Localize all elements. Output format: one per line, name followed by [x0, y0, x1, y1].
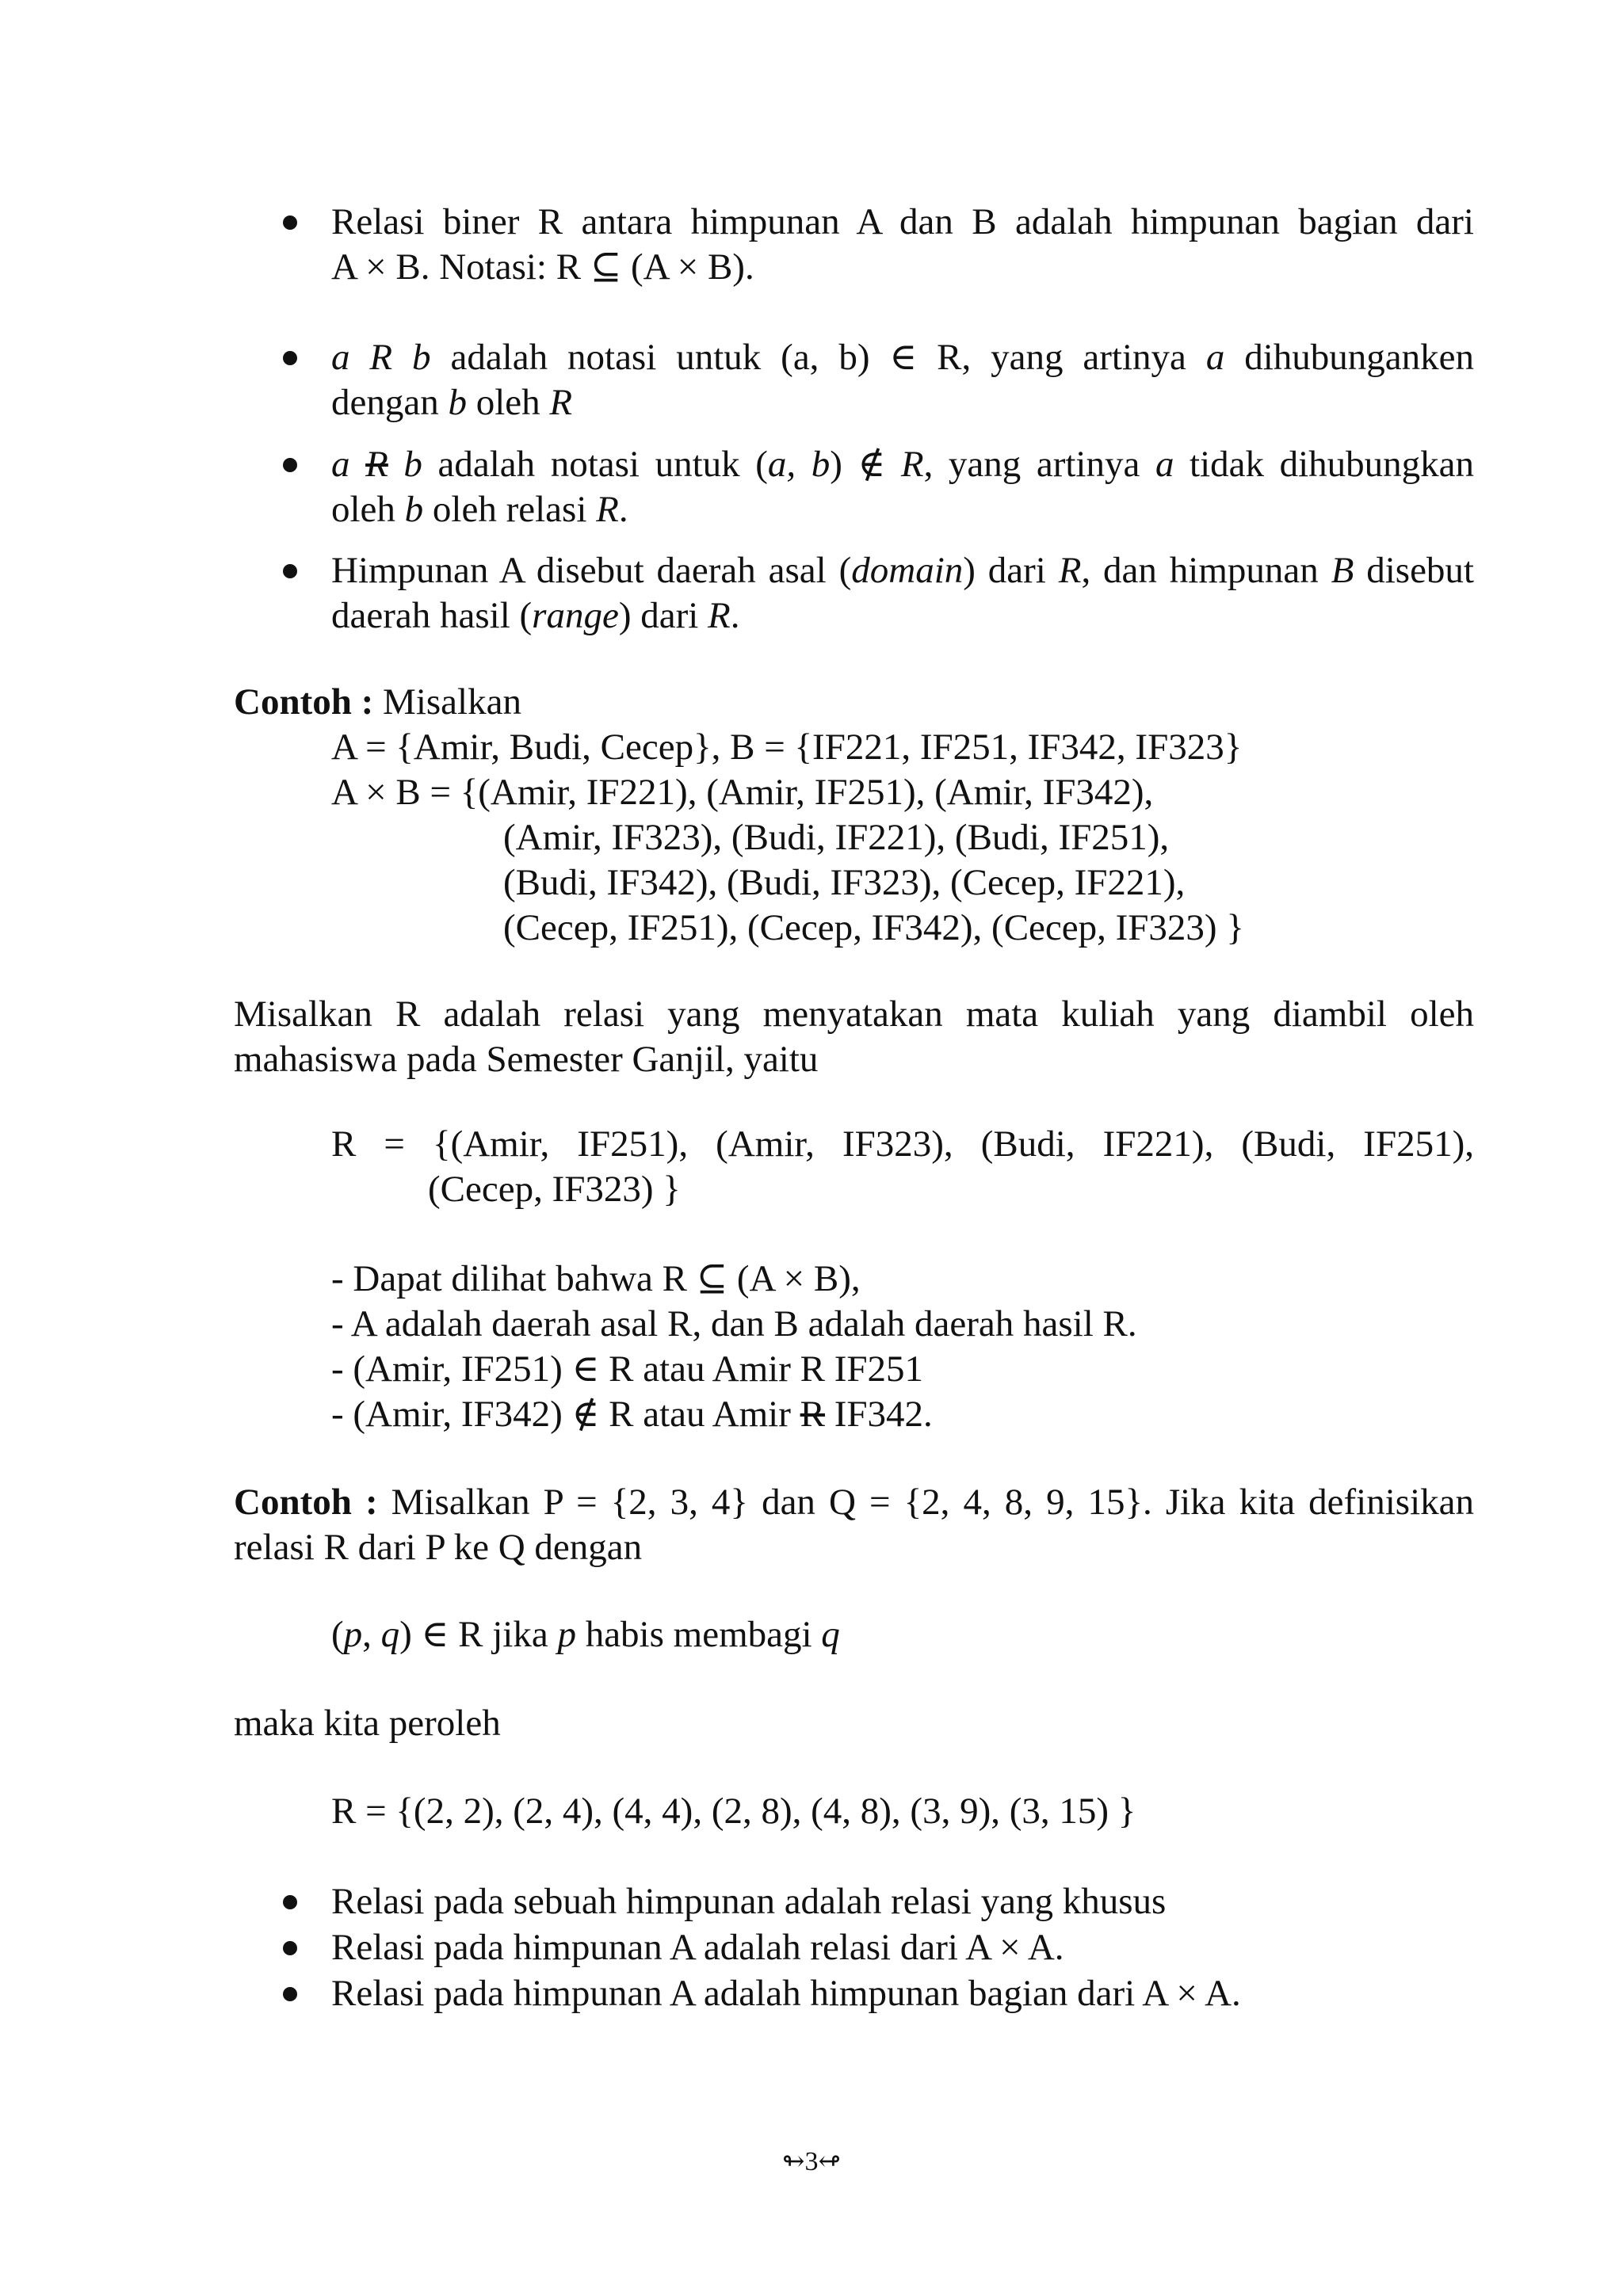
then-text: maka kita peroleh [234, 1703, 501, 1744]
bullet-text-line: dengan b oleh R [331, 382, 573, 423]
bullet-text-line: a R b adalah notasi untuk (a, b) ∉ R, yang artinya a tidak dihubungkan [331, 444, 1475, 485]
example-intro: Misalkan [373, 681, 521, 723]
set-definition: A = {Amir, Budi, Cecep}, B = {IF221, IF251, IF342, IF323} [331, 727, 1243, 768]
bullet-item: Relasi pada sebuah himpunan adalah relasi yang khusus [331, 1881, 1167, 1922]
example-heading [234, 680, 1474, 725]
relation-description: Misalkan R adalah relasi yang menyatakan mata kuliah yang diambil oleh mahasiswa pada Semester Ganjil, yaitu [234, 994, 1474, 1080]
note-item: - Dapat dilihat bahwa R ⊆ (A × B), [331, 1258, 861, 1299]
notes-list [331, 1257, 1571, 1437]
bullet-dot [283, 1987, 297, 2001]
bullet-dot [283, 215, 297, 230]
bullet-dot [283, 1895, 297, 1909]
bullet-item [331, 200, 1474, 290]
relation-r-cont: (Cecep, IF323) } [428, 1169, 681, 1210]
bullet-item: Relasi pada himpunan A adalah relasi dari A × A. [331, 1927, 1064, 1968]
bullet-text-line: oleh b oleh relasi R. [331, 489, 628, 530]
relation-r: R = {(Amir, IF251), (Amir, IF323), (Budi, IF221), (Budi, IF251), [331, 1123, 1474, 1165]
example-2-line: Contoh : Misalkan P = {2, 3, 4} dan Q = {2, 4, 8, 9, 15}. Jika kita definisikan [234, 1482, 1475, 1523]
relation-result: R = {(2, 2), (2, 4), (4, 4), (2, 8), (4, 8), (3, 9), (3, 15) } [331, 1791, 1136, 1832]
note-item: - A adalah daerah asal R, dan B adalah daerah hasil R. [331, 1303, 1137, 1344]
bullet-dot [283, 564, 297, 578]
note-item: - (Amir, IF251) ∈ R atau Amir R IF251 [331, 1348, 923, 1390]
page-number: ↬3↫ [782, 2147, 841, 2176]
bullet-item [331, 335, 1474, 425]
bullet-item [331, 442, 1474, 532]
bullet-text-line: Himpunan A disebut daerah asal (domain) dari R, dan himpunan B disebut [331, 550, 1474, 591]
bullet-item: Relasi pada himpunan A adalah himpunan bagian dari A × A. [331, 1973, 1241, 2014]
example-label: Contoh : [234, 1482, 378, 1523]
example-2 [234, 1480, 1474, 1570]
bullet-text-line: a R b adalah notasi untuk (a, b) ∈ R, yang artinya a dihubunganken [331, 337, 1475, 378]
bullet-text-line: daerah hasil (range) dari R. [331, 595, 740, 636]
bullet-dot [283, 351, 297, 365]
bullet-dot [283, 458, 297, 472]
example-label: Contoh : [234, 681, 374, 723]
bullet-text-line: Relasi biner R antara himpunan A dan B adalah himpunan bagian dari [331, 201, 1474, 242]
bullet-text-line: A × B. Notasi: R ⊆ (A × B). [331, 246, 754, 288]
relation-rule: (p, q) ∈ R jika p habis membagi q [331, 1614, 840, 1655]
example-2-line: relasi R dari P ke Q dengan [234, 1527, 643, 1568]
note-item: - (Amir, IF342) ∉ R atau Amir R IF342. [331, 1394, 933, 1435]
bullet-item [331, 548, 1474, 639]
cartesian-product-cont: (Amir, IF323), (Budi, IF221), (Budi, IF251), (Budi, IF342), (Budi, IF323), (Cecep, IF221), (Cecep, IF251), (Cecep, IF342), (Cecep, IF323) } [503, 817, 1244, 948]
cartesian-product: A × B = {(Amir, IF221), (Amir, IF251), (Amir, IF342), [331, 772, 1154, 813]
bullet-dot [283, 1941, 297, 1955]
